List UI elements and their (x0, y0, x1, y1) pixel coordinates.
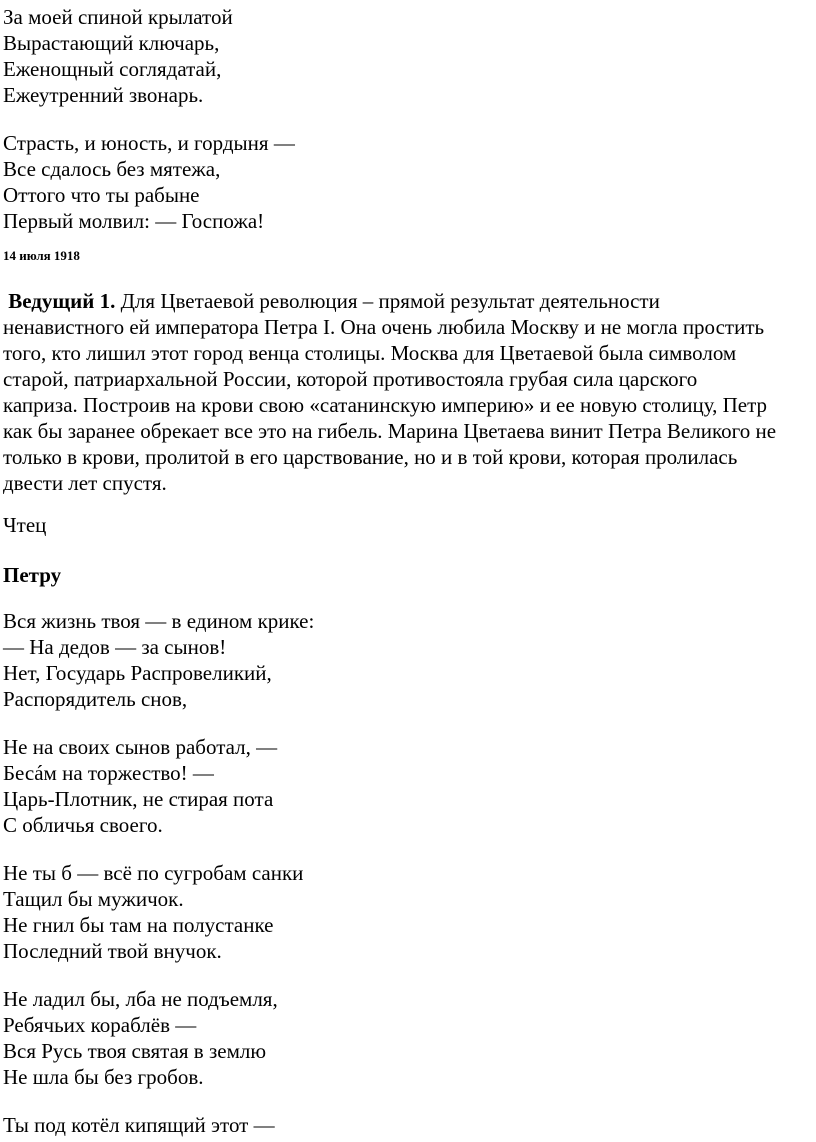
narrator-paragraph (3, 288, 815, 496)
verse-line: Первый молвил: — Госпожа! (3, 209, 265, 233)
verse-line: Страсть, и юность, и гордыня — (3, 131, 295, 155)
verse-line: За моей спиной крылатой (3, 5, 233, 29)
verse-line: Не ты б — всё по сугробам санки (3, 861, 304, 885)
verse-line: Тащил бы мужичок. (3, 887, 184, 911)
verse-line: Не шла бы без гробов. (3, 1065, 204, 1089)
verse-line: Не гнил бы там на полустанке (3, 913, 274, 937)
verse-line: Вся жизнь твоя — в едином крике: (3, 609, 315, 633)
poem-title: Петру (3, 563, 62, 587)
narrator-line: старой, патриархальной России, которой противостояла грубая сила царского (3, 367, 698, 391)
verse-line: Распорядитель снов, (3, 687, 188, 711)
narrator-label: Ведущий 1. (8, 289, 116, 313)
verse-line: Не ладил бы, лба не подъемля, (3, 987, 278, 1011)
narrator-line: ненавистного ей императора Петра I. Она очень любила Москву и не могла простить (3, 315, 765, 339)
narrator-line (3, 288, 815, 314)
narrator-line: того, кто лишил этот город венца столицы. Москва для Цветаевой была символом (3, 341, 737, 365)
verse-line: Бесáм на торжество! — (3, 761, 214, 785)
poem-date: 14 июля 1918 (3, 248, 80, 263)
verse-line: Ты под котёл кипящий этот — (3, 1113, 275, 1137)
verse-line: — На дедов — за сынов! (3, 635, 227, 659)
verse-line: Последний твой внучок. (3, 939, 222, 963)
verse-line: Еженощный соглядатай, (3, 57, 222, 81)
verse-line: Вся Русь твоя святая в землю (3, 1039, 267, 1063)
narrator-line: только в крови, пролитой в его царствование, но и в той крови, которая пролилась (3, 445, 738, 469)
narrator-line: как бы заранее обрекает все это на гибель. Марина Цветаева винит Петра Великого не (3, 419, 777, 443)
verse-line: Не на своих сынов работал, — (3, 735, 278, 759)
verse-line: Все сдалось без мятежа, (3, 157, 221, 181)
verse-line: С обличья своего. (3, 813, 163, 837)
verse-line: Ребячьих кораблёв — (3, 1013, 197, 1037)
verse-line: Вырастающий ключарь, (3, 31, 220, 55)
narrator-line: каприза. Построив на крови свою «сатанинскую империю» и ее новую столицу, Петр (3, 393, 768, 417)
narrator-text: Для Цветаевой революция – прямой результат деятельности (120, 289, 660, 313)
verse-line: Оттого что ты рабыне (3, 183, 200, 207)
verse-line: Царь-Плотник, не стирая пота (3, 787, 274, 811)
narrator-line: двести лет спустя. (3, 471, 167, 495)
verse-line: Нет, Государь Распровеликий, (3, 661, 272, 685)
verse-line: Ежеутренний звонарь. (3, 83, 204, 107)
reader-label: Чтец (3, 513, 47, 537)
